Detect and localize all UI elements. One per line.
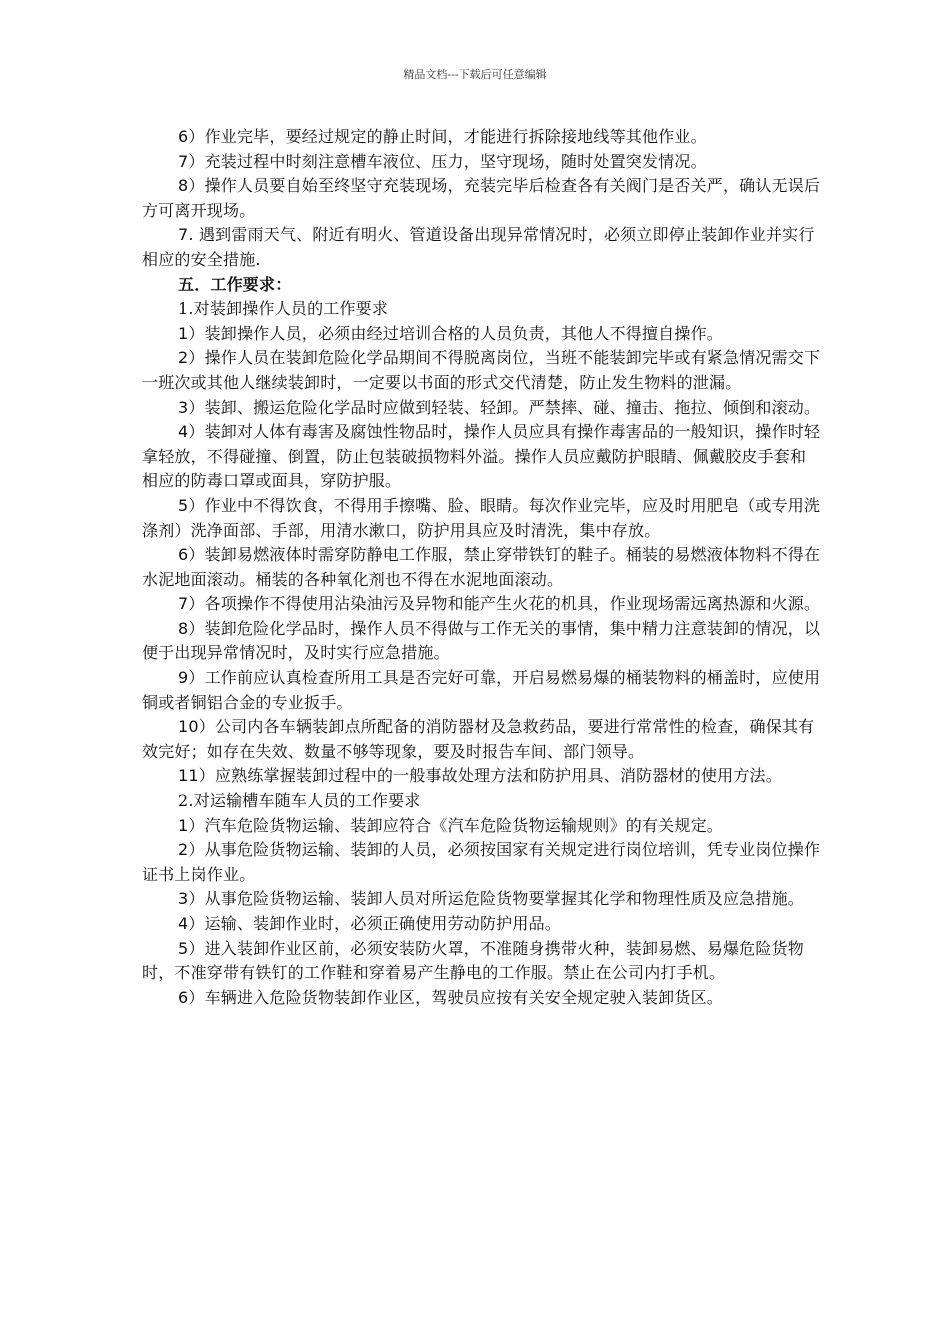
paragraph: 4）运输、装卸作业时，必须正确使用劳动防护用品。 [178, 914, 561, 933]
paragraph: 9）工作前应认真检查所用工具是否完好可靠，开启易燃易爆的桶装物料的桶盖时，应使用铜或者铜铝合金的专业扳手。 [142, 668, 821, 712]
section-heading: 五．工作要求： [178, 274, 292, 294]
paragraph: 3）从事危险货物运输、装卸人员对所运危险货物要掌握其化学和物理性质及应急措施。 [178, 889, 804, 909]
paragraph: 11）应熟练掌握装卸过程中的一般事故处理方法和防护用具、消防器材的使用方法。 [178, 766, 782, 786]
subsection-title: 1.对装卸操作人员的工作要求 [178, 299, 389, 319]
paragraph: 10）公司内各车辆装卸点所配备的消防器材及急救药品，要进行常常性的检查，确保其有效完好；如存在失效、数量不够等现象，要及时报告车间、部门领导。 [142, 717, 815, 761]
paragraph: 6）作业完毕，要经过规定的静止时间，才能进行拆除接地线等其他作业。 [178, 127, 707, 146]
paragraph: 8）操作人员要自始至终坚守充装现场，充装完毕后检查各有关阀门是否关严，确认无误后方可离开现场。 [142, 176, 821, 220]
paragraph: 1）汽车危险货物运输、装卸应符合《汽车危险货物运输规则》的有关规定。 [178, 815, 723, 835]
paragraph: 8）装卸危险化学品时，操作人员不得做与工作无关的事情，集中精力注意装卸的情况，以便于出现异常情况时，及时实行应急措施。 [142, 618, 821, 663]
paragraph: 7）各项操作不得使用沾染油污及异物和能产生火花的机具，作业现场需远离热源和火源。 [178, 594, 821, 614]
paragraph: 4）装卸对人体有毒害及腐蚀性物品时，操作人员应具有操作毒害品的一般知识，操作时轻拿轻放，不得碰撞、倒置，防止包装破损物料外溢。操作人员应戴防护眼睛、佩戴胶皮手套和相应的防毒口罩或面具，穿防护服。 [142, 422, 821, 491]
paragraph: 3）装卸、搬运危险化学品时应做到轻装、轻卸。严禁摔、碰、撞击、拖拉、倾倒和滚动。 [178, 397, 821, 417]
paragraph: 5）作业中不得饮食，不得用手擦嘴、脸、眼睛。每次作业完毕，应及时用肥皂（或专用洗涤剂）洗净面部、手部，用清水漱口，防护用具应及时清洗，集中存放。 [142, 495, 821, 540]
paragraph: 7）充装过程中时刻注意槽车液位、压力，坚守现场，随时处置突发情况。 [178, 151, 707, 171]
paragraph: 2）从事危险货物运输、装卸的人员，必须按国家有关规定进行岗位培训，凭专业岗位操作证书上岗作业。 [142, 840, 821, 884]
paragraph: 2）操作人员在装卸危险化学品期间不得脱离岗位，当班不能装卸完毕或有紧急情况需交下一班次或其他人继续装卸时，一定要以书面的形式交代清楚，防止发生物料的泄漏。 [142, 348, 821, 392]
subsection-title: 2.对运输槽车随车人员的工作要求 [178, 791, 421, 811]
paragraph: 7. 遇到雷雨天气、附近有明火、管道设备出现异常情况时，必须立即停止装卸作业并实行相应的安全措施. [142, 225, 815, 269]
paragraph: 5）进入装卸作业区前，必须安装防火罩，不准随身携带火种，装卸易燃、易爆危险货物时，不准穿带有铁钉的工作鞋和穿着易产生静电的工作服。禁止在公司内打手机。 [142, 938, 804, 983]
paragraph: 6）车辆进入危险货物装卸作业区，驾驶员应按有关安全规定驶入装卸货区。 [178, 987, 723, 1007]
paragraph: 1）装卸操作人员，必须由经过培训合格的人员负责，其他人不得擅自操作。 [178, 323, 723, 343]
document-body [142, 125, 822, 1010]
page-header: 精品文档---下载后可任意编辑 [403, 68, 547, 81]
paragraph: 6）装卸易燃液体时需穿防静电工作服，禁止穿带铁钉的鞋子。桶装的易燃液体物料不得在水泥地面滚动。桶装的各种氧化剂也不得在水泥地面滚动。 [142, 545, 821, 589]
